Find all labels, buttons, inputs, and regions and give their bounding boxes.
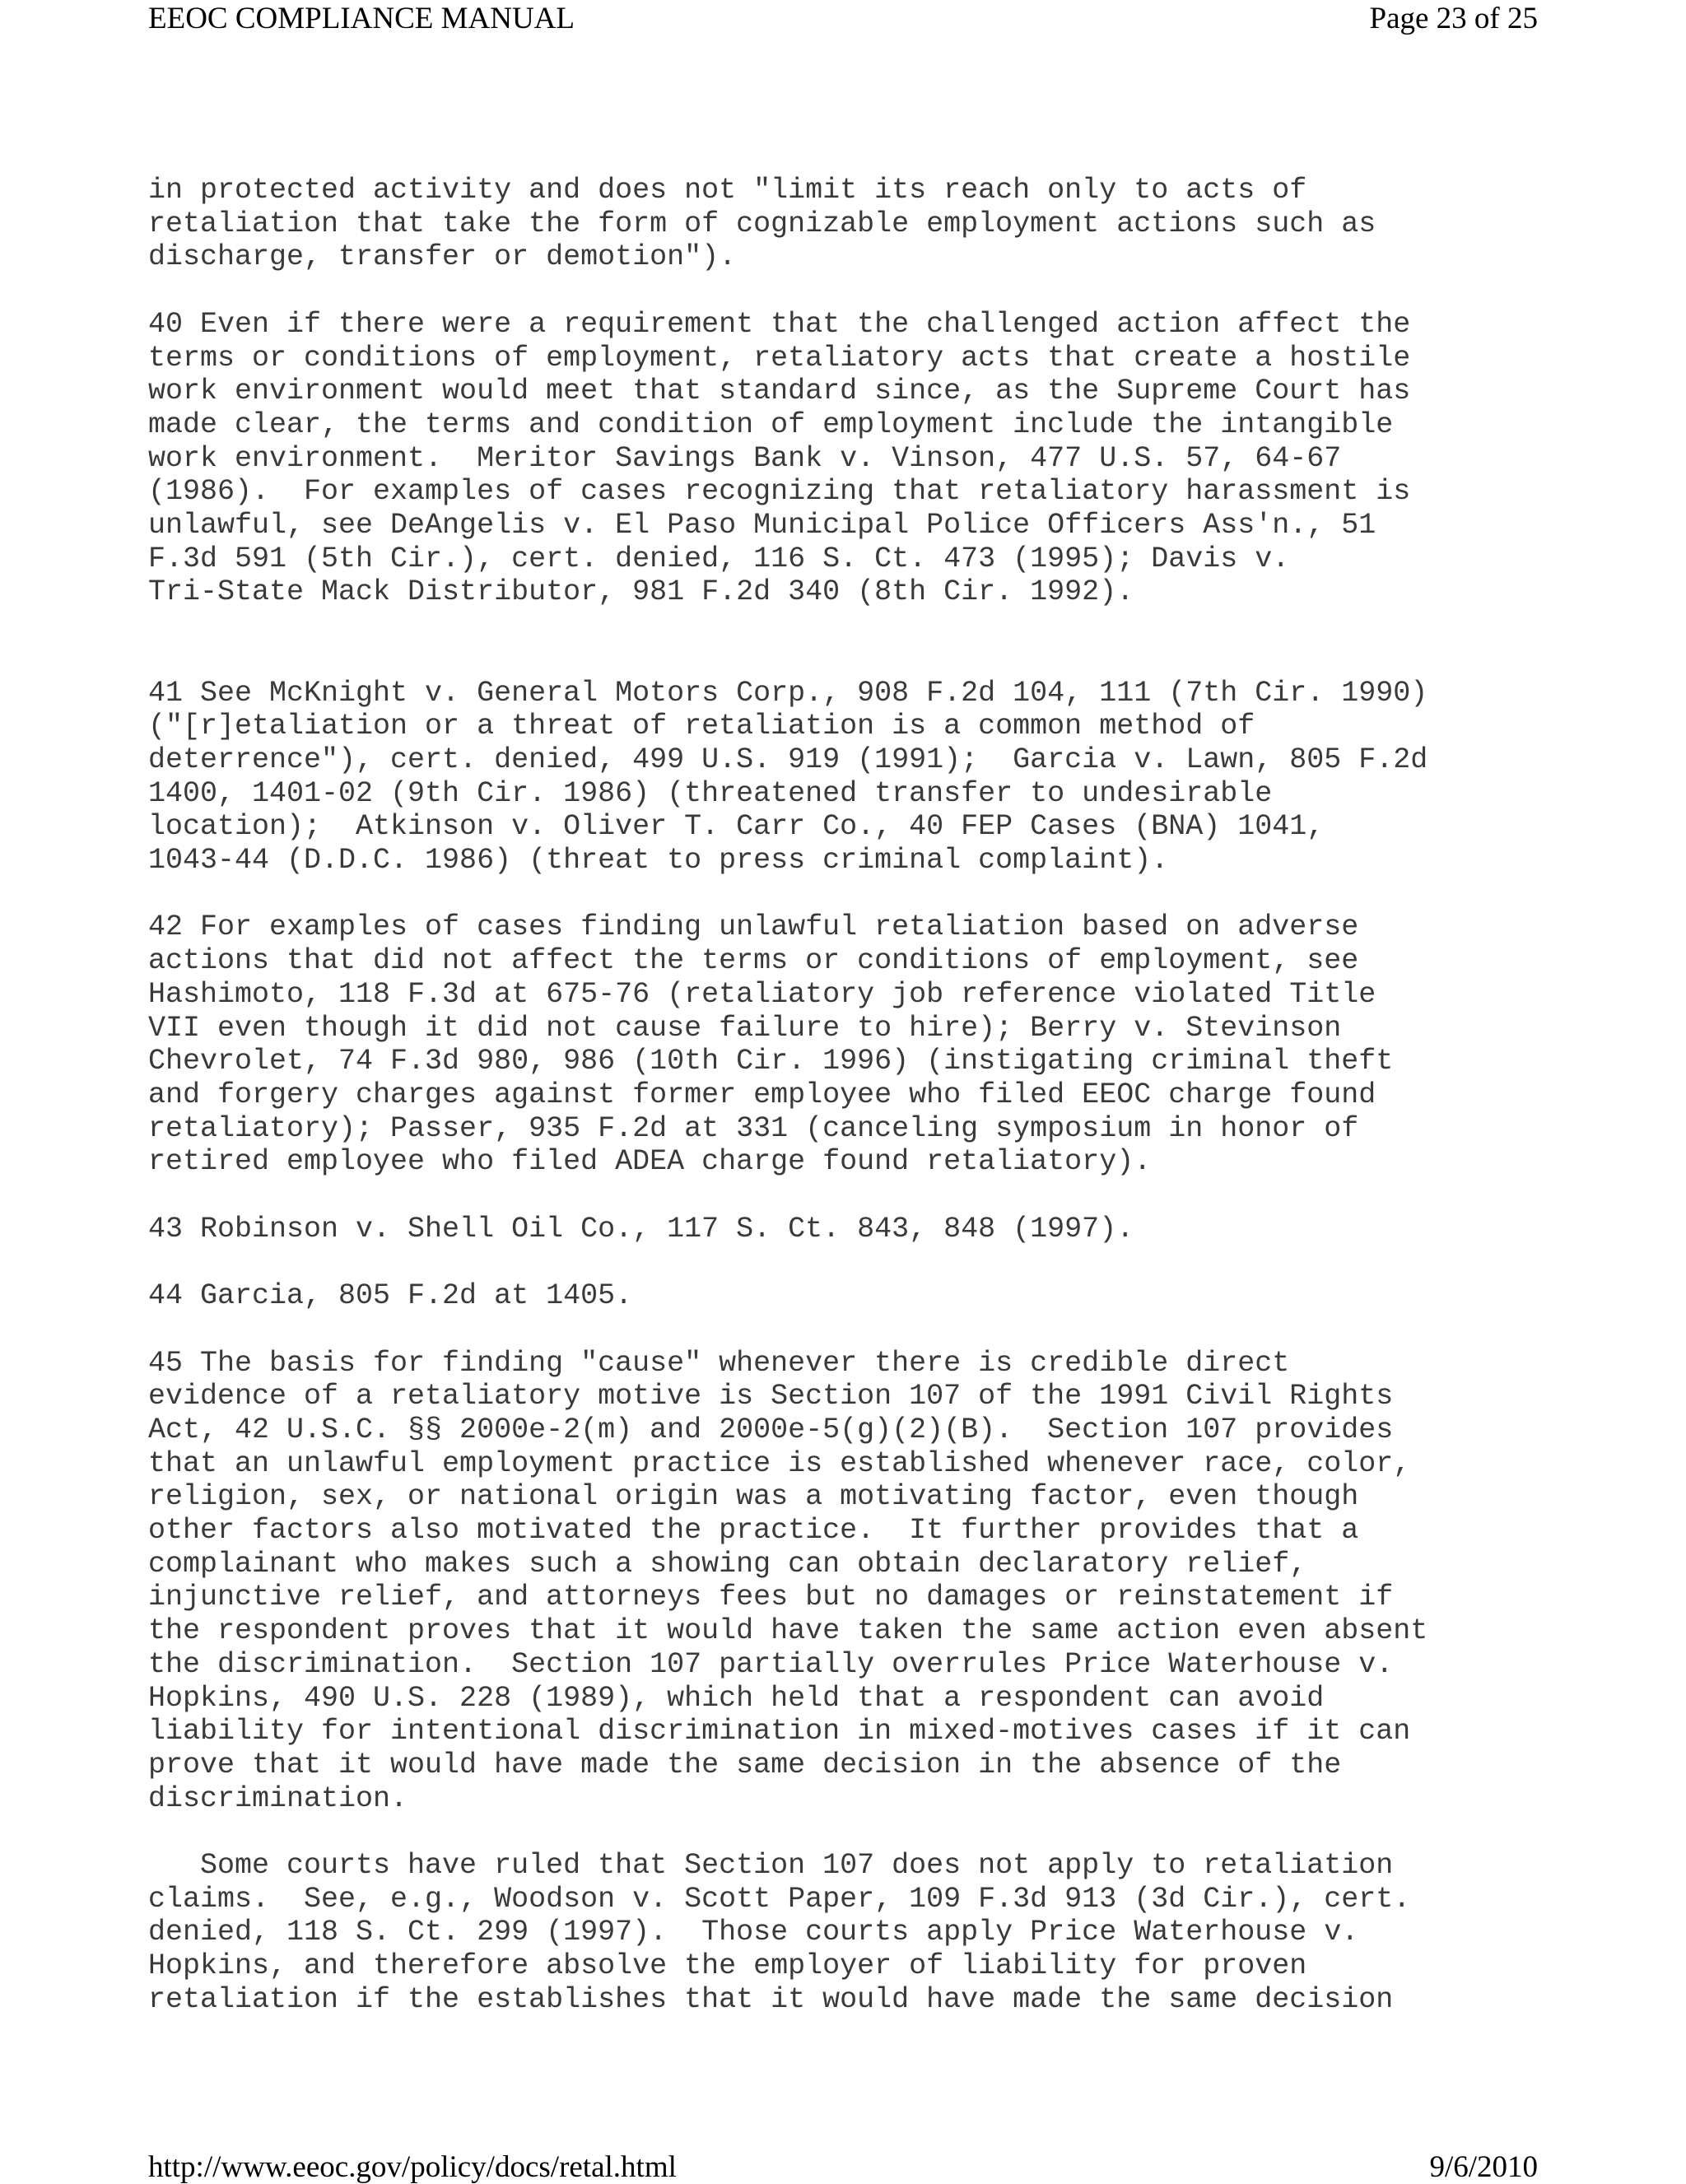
endnote-45: 45 The basis for finding "cause" whenever there is credible direct evidence of a retaliatory motive is Section 107 of the 1991 Civil Rights Act, 42 U.S.C. §§ 2000e-2(m) and 2000e-5(g)(2)(B). Section 107 provides that an unlawful employment practice is established whenever race, color, religion, sex, or national origin was a motivating factor, even though other factors also motivated the practice. It further provides that a complainant who makes such a showing can obtain declaratory relief, injunctive relief, and attorneys fees but no damages or reinstatement if the respondent proves that it would have taken the same action even absent the discrimination. Section 107 partially overrules Price Waterhouse v. Hopkins, 490 U.S. 228 (1989), which held that a respondent can avoid liability for intentional discrimination in mixed-motives cases if it can prove that it would have made the same decision in the absence of the discrimination.: [148, 1346, 1428, 1815]
endnote-40: 40 Even if there were a requirement that the challenged action affect the terms or conditions of employment, retaliatory acts that create a hostile work environment would meet that standard since, as the Supreme Court has made clear, the terms and condition of employment include the intangible work environment. Meritor Savings Bank v. Vinson, 477 U.S. 57, 64-67 (1986). For examples of cases recognizing that retaliatory harassment is unlawful, see DeAngelis v. El Paso Municipal Police Officers Ass'n., 51 F.3d 591 (5th Cir.), cert. denied, 116 S. Ct. 473 (1995); Davis v. Tri-State Mack Distributor, 981 F.2d 340 (8th Cir. 1992).: [148, 307, 1411, 609]
endnote-42: 42 For examples of cases finding unlawful retaliation based on adverse actions that did not affect the terms or conditions of employment, see Hashimoto, 118 F.3d at 675-76 (retaliatory job reference violated Title VII even though it did not cause failure to hire); Berry v. Stevinson Chevrolet, 74 F.3d 980, 986 (10th Cir. 1996) (instigating criminal theft and forgery charges against former employee who filed EEOC charge found retaliatory); Passer, 935 F.2d at 331 (canceling symposium in honor of retired employee who filed ADEA charge found retaliatory).: [148, 910, 1394, 1179]
print-date: 9/6/2010: [1429, 2150, 1538, 2184]
paragraph-spacer: [148, 1246, 1548, 1279]
paragraph-spacer: [148, 1313, 1548, 1347]
paragraph-spacer: [148, 1179, 1548, 1213]
endnotes-body: [148, 174, 1548, 2017]
endnote-continuation: in protected activity and does not "limit its reach only to acts of retaliation that take the form of cognizable employment actions such as discharge, transfer or demotion").: [148, 174, 1376, 274]
paragraph-spacer: [148, 878, 1548, 911]
paragraph-spacer: [148, 609, 1548, 676]
endnote-44: 44 Garcia, 805 F.2d at 1405.: [148, 1279, 633, 1313]
paragraph-spacer: [148, 1815, 1548, 1849]
source-url: http://www.eeoc.gov/policy/docs/retal.html: [148, 2150, 677, 2184]
paragraph-spacer: [148, 274, 1548, 308]
document-title: EEOC COMPLIANCE MANUAL: [148, 2, 575, 35]
endnote-41: 41 See McKnight v. General Motors Corp., 908 F.2d 104, 111 (7th Cir. 1990) ("[r]etaliation or a threat of retaliation is a common method of deterrence"), cert. denied, 499 U.S. 919 (1991); Garcia v. Lawn, 805 F.2d 1400, 1401-02 (9th Cir. 1986) (threatened transfer to undesirable location); Atkinson v. Oliver T. Carr Co., 40 FEP Cases (BNA) 1041, 1043-44 (D.D.C. 1986) (threat to press criminal complaint).: [148, 676, 1428, 878]
endnote-45-continued: Some courts have ruled that Section 107 does not apply to retaliation claims. See, e.g., Woodson v. Scott Paper, 109 F.3d 913 (3d Cir.), cert. denied, 118 S. Ct. 299 (1997). Those courts apply Price Waterhouse v. Hopkins, and therefore absolve the employer of liability for proven retaliation if the establishes that it would have made the same decision: [148, 1849, 1411, 2016]
page-number: Page 23 of 25: [1369, 2, 1538, 35]
endnote-43: 43 Robinson v. Shell Oil Co., 117 S. Ct. 843, 848 (1997).: [148, 1212, 1134, 1246]
